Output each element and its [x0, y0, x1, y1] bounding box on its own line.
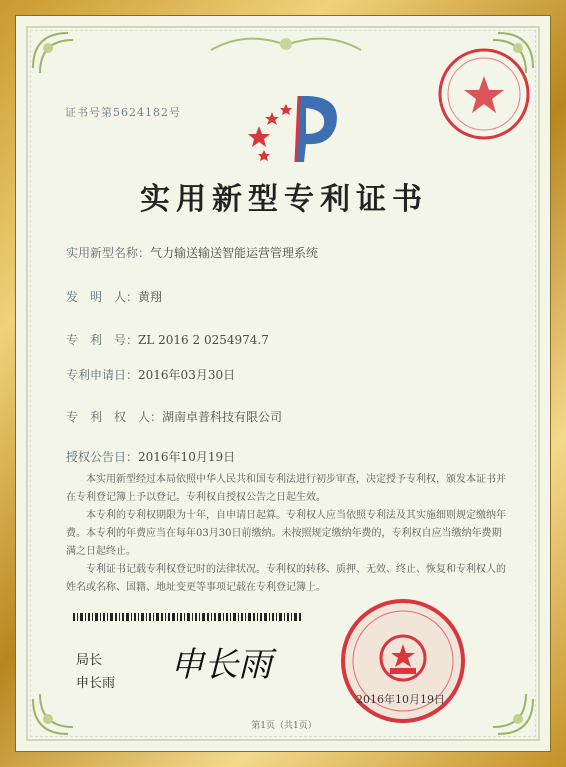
field-label: 发 明 人：: [66, 290, 139, 304]
signature-text: 申长雨: [170, 645, 272, 685]
signer-title: 局长: [76, 653, 103, 668]
field-application-date: [66, 366, 235, 383]
seal-date: 2016年10月19日: [356, 693, 445, 706]
top-ornament-icon: [206, 30, 366, 60]
field-patentee: [66, 408, 282, 425]
certificate-paper: [15, 15, 551, 752]
paragraph: 本专利的专利权期限为十年，自申请日起算。专利权人应当依照专利法及其实施细则规定缴纳年费。本专利的年费应当在每年03月30日前缴纳。未按照规定缴纳年费的，专利权自应当缴纳年费期满之日起终止。: [66, 510, 506, 557]
paragraph: 专利证书记载专利权登记时的法律状况。专利权的转移、质押、无效、终止、恢复和专利权人的姓名或名称、国籍、地址变更等事项记载在专利登记簿上。: [66, 564, 506, 593]
certificate-title: 实用新型专利证书: [140, 182, 428, 217]
field-value: 气力输送输送智能运营管理系统: [150, 246, 319, 260]
field-label: 专 利 号：: [66, 333, 139, 347]
field-value: 黄翔: [138, 290, 163, 304]
field-value: 2016年10月19日: [138, 450, 236, 464]
official-seal-icon: [436, 46, 532, 142]
page-footer: 第1页（共1页）: [251, 721, 317, 731]
field-label: 专利申请日：: [66, 368, 139, 382]
signer-name: 申长雨: [76, 676, 116, 691]
field-label: 授权公告日：: [66, 450, 139, 464]
patent-office-logo-icon: [244, 86, 354, 166]
field-patent-number: [66, 331, 269, 348]
barcode-icon: [73, 613, 301, 621]
field-value: 2016年03月30日: [138, 368, 236, 382]
field-value: 湖南卓普科技有限公司: [162, 410, 283, 424]
field-label: 实用新型名称：: [66, 246, 151, 260]
field-grant-date: [66, 448, 235, 465]
certificate-number: 证书号第5624182号: [65, 106, 181, 119]
corner-ornament-icon: [28, 28, 98, 98]
signature: [166, 634, 311, 692]
field-inventor: [66, 288, 162, 305]
field-label: 专 利 权 人：: [66, 410, 163, 424]
paragraph: 本实用新型经过本局依照中华人民共和国专利法进行初步审查，决定授予专利权，颁发本证书并在专利登记簿上予以登记。专利权自授权公告之日起生效。: [66, 474, 506, 503]
field-utility-model-name: [66, 244, 318, 261]
field-value: ZL 2016 2 0254974.7: [138, 333, 269, 347]
